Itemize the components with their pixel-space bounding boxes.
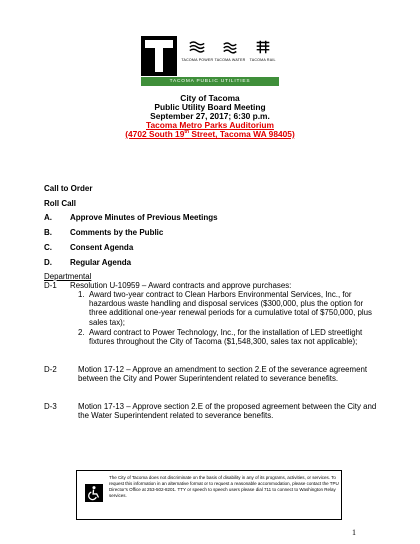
agenda-label: Approve Minutes of Previous Meetings	[70, 213, 218, 222]
agenda-item-b	[44, 228, 163, 237]
header-address-link[interactable]	[0, 130, 420, 139]
wheelchair-icon	[85, 484, 103, 502]
tacoma-t-logo-icon	[141, 36, 177, 76]
logo-division-power	[181, 36, 214, 76]
agenda-letter: D.	[44, 258, 52, 267]
agenda-label: Consent Agenda	[70, 243, 134, 252]
roll-call: Roll Call	[44, 199, 77, 208]
d3-text: Motion 17-13 – Approve section 2.E of the proposed agreement between the City and the Water Superintendent related to severance benefits.	[78, 402, 377, 421]
address-part: (4702 South 19	[125, 129, 185, 139]
departmental-heading: Departmental	[44, 272, 92, 281]
item-code-d3: D-3	[44, 402, 57, 411]
address-part: Street, Tacoma WA 98405)	[189, 129, 295, 139]
header-city: City of Tacoma	[180, 93, 240, 103]
page-number: 1	[352, 528, 356, 537]
d1-item1-number: 1.	[78, 290, 85, 299]
d1-item1-text: Award two-year contract to Clean Harbors Environmental Services, Inc., for hazardous waste handling and disposal services ($300,000, plus the option for three additional one-year renewal periods for a cumulative total of $750,000, plus sales tax);	[89, 290, 372, 327]
agenda-letter: C.	[44, 243, 52, 252]
address-superscript: th	[184, 129, 190, 136]
item-code-d2: D-2	[44, 365, 57, 374]
d1-item2-number: 2.	[78, 328, 85, 337]
water-drop-icon	[214, 36, 247, 58]
power-waves-icon	[181, 36, 214, 58]
notice-text: The City of Tacoma does not discriminate on the basis of disability in any of its programs, activities, or services. To request this information in an alternative format or to request a reasonable accommodation, please contact the TPU Director's Office at 253-502-8201. TTY or speech to speech users please dial 711 to connect to Washington Relay services.	[109, 475, 339, 499]
agenda-label: Regular Agenda	[70, 258, 132, 267]
agenda-item-c	[44, 243, 133, 252]
d2-text: Motion 17-12 – Approve an amendment to section 2.E of the severance agreement between the City and Power Superintendent related to severance benefits.	[78, 365, 368, 384]
agenda-item-a	[44, 213, 218, 222]
header-date-time: September 27, 2017; 6:30 p.m.	[150, 111, 270, 121]
logo-division-label: TACOMA RAIL	[249, 58, 276, 62]
d1-title: Resolution U-10959 – Award contracts and approve purchases:	[70, 281, 292, 290]
rail-track-icon	[246, 36, 279, 58]
agenda-label: Comments by the Public	[70, 228, 164, 237]
logo-banner: TACOMA PUBLIC UTILITIES	[141, 77, 279, 86]
logo-division-water	[214, 36, 247, 76]
tacoma-public-utilities-logo	[141, 36, 279, 86]
agenda-letter: B.	[44, 228, 52, 237]
logo-division-label: TACOMA POWER	[181, 58, 214, 62]
item-code-d1: D-1	[44, 281, 57, 290]
header-meeting-title: Public Utility Board Meeting	[154, 102, 266, 112]
agenda-item-d	[44, 258, 131, 267]
logo-division-rail	[246, 36, 279, 76]
accessibility-notice	[76, 470, 342, 520]
logo-division-label: TACOMA WATER	[214, 58, 246, 62]
d1-item2-text: Award contract to Power Technology, Inc., for the installation of LED streetlight fixtures throughout the City of Tacoma ($1,548,300, sales tax not applicable);	[89, 328, 363, 347]
call-to-order: Call to Order	[44, 184, 93, 193]
header-location-link[interactable]: Tacoma Metro Parks Auditorium	[146, 120, 274, 130]
agenda-letter: A.	[44, 213, 52, 222]
